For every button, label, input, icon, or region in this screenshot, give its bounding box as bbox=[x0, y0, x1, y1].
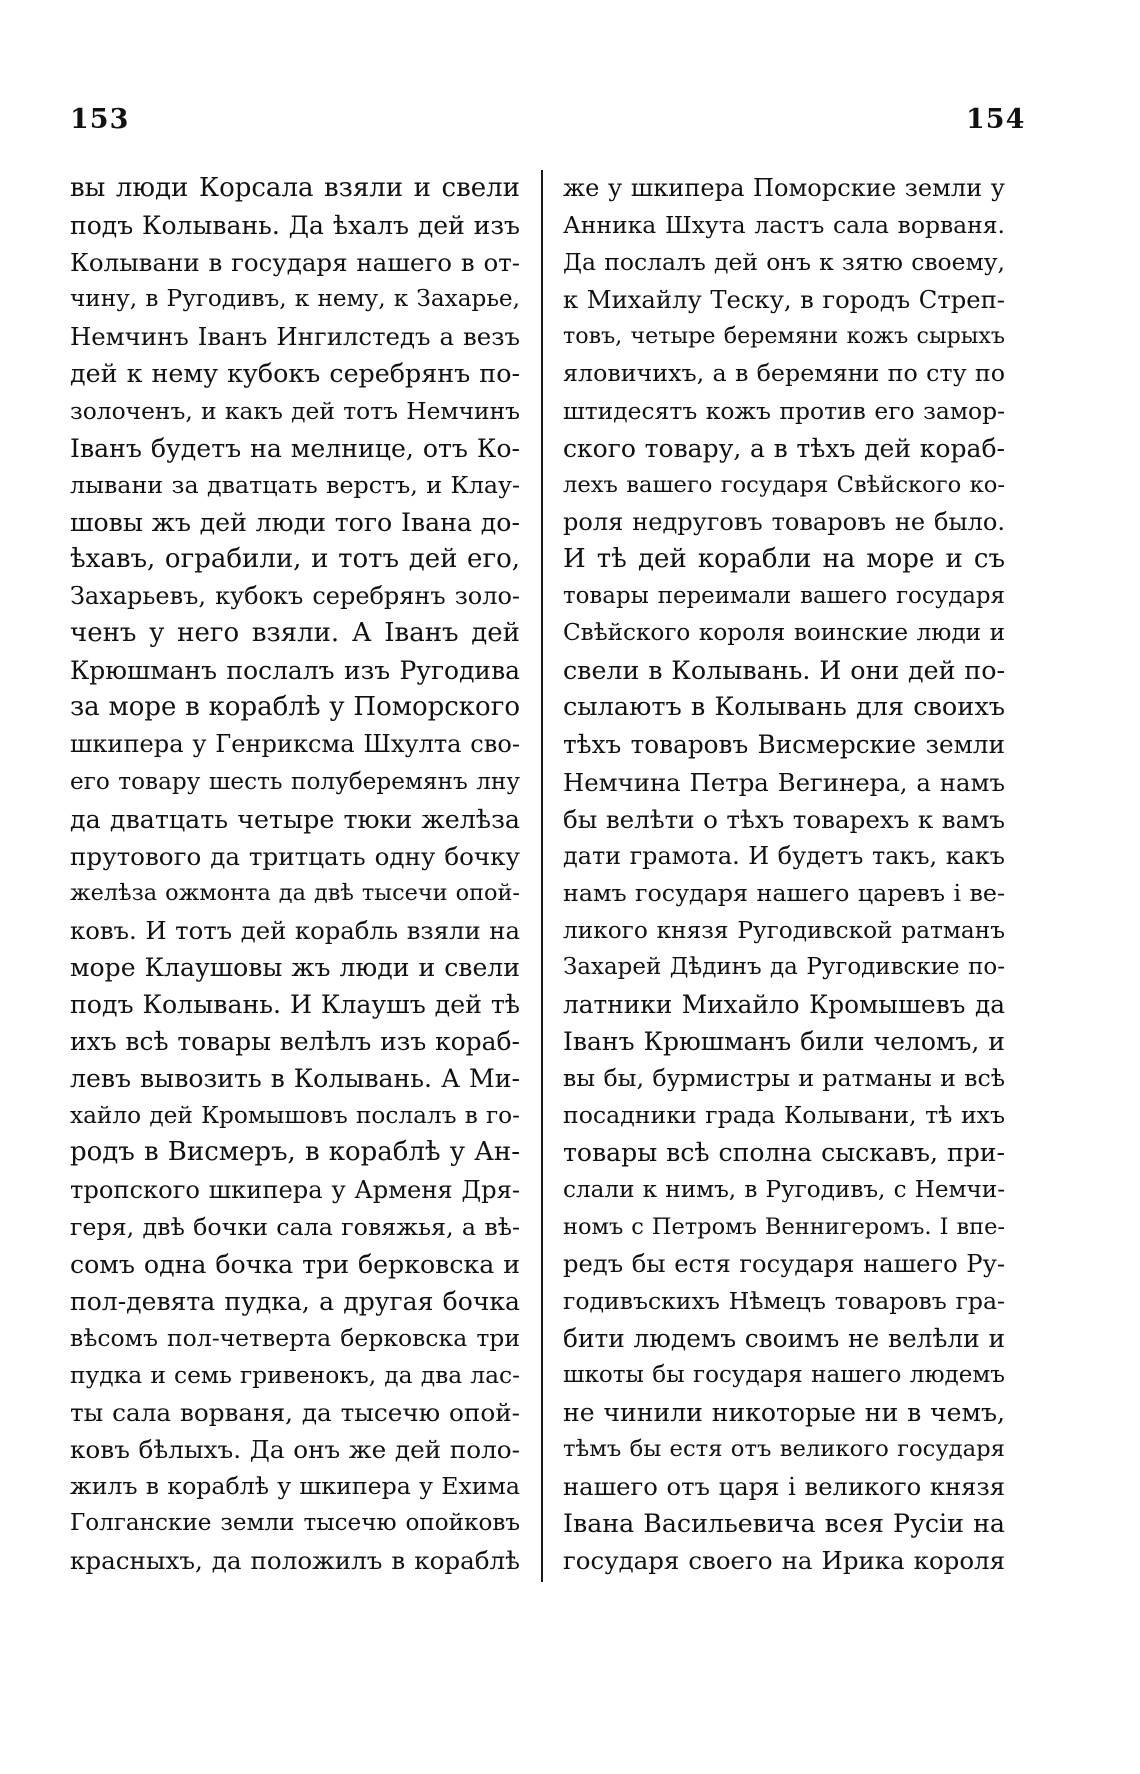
text-line: к Михайлу Теску, в городъ Стреп- bbox=[563, 285, 1005, 315]
text-line: золоченъ, и какъ дей тотъ Немчинъ bbox=[70, 396, 520, 425]
text-line: Крюшманъ послалъ изъ Ругодива bbox=[70, 656, 520, 686]
text-line: тропского шкипера у Арменя Дря- bbox=[70, 1175, 520, 1204]
text-line: дати грамота. И будетъ такъ, какъ bbox=[563, 841, 1005, 870]
text-line: шовы жъ дей люди того Івана до- bbox=[70, 507, 520, 537]
text-line: родъ в Висмеръ, в кораблѣ у Ан- bbox=[70, 1137, 520, 1168]
text-line: его товару шесть полуберемянъ лну bbox=[70, 768, 520, 795]
text-line: И тѣ дей корабли на море и съ bbox=[563, 543, 1005, 574]
text-line: бы велѣти о тѣхъ товарехъ к вамъ bbox=[563, 804, 1005, 834]
right-text-column bbox=[563, 170, 1005, 1580]
text-line: нашего отъ царя і великого князя bbox=[563, 1472, 1005, 1502]
text-line: Свѣйского короля воинские люди и bbox=[563, 620, 1005, 647]
text-line: редъ бы естя государя нашего Ру- bbox=[563, 1249, 1005, 1278]
text-line: Іванъ будетъ на мелнице, отъ Ко- bbox=[70, 433, 520, 463]
text-line: же у шкипера Поморские земли у bbox=[563, 174, 1005, 202]
text-line: левъ вывозить в Колывань. А Ми- bbox=[70, 1064, 520, 1094]
text-line: сомъ одна бочка три берковска и bbox=[70, 1249, 520, 1279]
text-line: лехъ вашего государя Свѣйского ко- bbox=[563, 471, 1005, 498]
text-line: ковъ. И тотъ дей корабль взяли на bbox=[70, 915, 520, 945]
text-line: Да послалъ дей онъ к зятю своему, bbox=[563, 248, 1005, 277]
text-line: товъ, четыре беремяни кожъ сырыхъ bbox=[563, 323, 1005, 350]
text-line: латники Михайло Кромышевъ да bbox=[563, 990, 1005, 1020]
page-number-left: 153 bbox=[70, 104, 130, 135]
text-line: море Клаушовы жъ люди и свели bbox=[70, 952, 520, 982]
text-line: хайло дей Кромышовъ послалъ в го- bbox=[70, 1102, 520, 1130]
text-line: ченъ у него взяли. А Іванъ дей bbox=[70, 618, 520, 649]
page-number-right: 154 bbox=[966, 104, 1026, 135]
left-text-column bbox=[70, 170, 520, 1580]
text-line: пол-девята пудка, а другая бочка bbox=[70, 1286, 520, 1316]
text-line: посадники града Колывани, тѣ ихъ bbox=[563, 1101, 1005, 1130]
text-line: слали к нимъ, в Ругодивъ, с Немчи- bbox=[563, 1176, 1005, 1203]
text-line: сылаютъ в Колывань для своихъ bbox=[563, 692, 1005, 723]
text-line: Захарей Дѣдинъ да Ругодивские по- bbox=[563, 953, 1005, 980]
text-line: Колывани в государя нашего в от- bbox=[70, 248, 520, 278]
text-line: Іванъ Крюшманъ били челомъ, и bbox=[563, 1027, 1005, 1057]
text-line: ковъ бѣлыхъ. Да онъ же дей поло- bbox=[70, 1435, 520, 1465]
text-line: подъ Колывань. И Клаушъ дей тѣ bbox=[70, 990, 520, 1020]
text-line: красныхъ, да положилъ в кораблѣ bbox=[70, 1546, 520, 1576]
text-line: роля недруговъ товаровъ не было. bbox=[563, 507, 1005, 536]
text-line: шкоты бы государя нашего людемъ bbox=[563, 1362, 1005, 1388]
text-line: вы люди Корсала взяли и свели bbox=[70, 173, 520, 203]
text-line: Анника Шхута ластъ сала ворваня. bbox=[563, 211, 1005, 240]
text-line: номъ с Петромъ Веннигеромъ. І впе- bbox=[563, 1213, 1005, 1240]
text-line: товары переимали вашего государя bbox=[563, 583, 1005, 610]
text-line: не чинили никоторые ни в чемъ, bbox=[563, 1398, 1005, 1428]
text-line: дей к нему кубокъ серебрянъ по- bbox=[70, 358, 520, 389]
text-line: Голганские земли тысечю опойковъ bbox=[70, 1510, 520, 1537]
text-line: геря, двѣ бочки сала говяжья, а вѣ- bbox=[70, 1212, 520, 1241]
text-line: государя своего на Ирика короля bbox=[563, 1546, 1005, 1576]
text-line: Немчинъ Іванъ Ингилстедъ а везъ bbox=[70, 322, 520, 352]
text-line: бити людемъ своимъ не велѣли и bbox=[563, 1323, 1005, 1353]
text-line: Захарьевъ, кубокъ серебрянъ золо- bbox=[70, 582, 520, 611]
text-line: да дватцать четыре тюки желѣза bbox=[70, 803, 520, 834]
text-line: намъ государя нашего царевъ і ве- bbox=[563, 878, 1005, 907]
text-line: тѣхъ товаровъ Висмерские земли bbox=[563, 730, 1005, 760]
text-line: лывани за дватцать верстъ, и Клау- bbox=[70, 470, 520, 499]
text-line: ѣхавъ, ограбили, и тотъ дей его, bbox=[70, 543, 520, 574]
text-line: вы бы, бурмистры и ратманы и всѣ bbox=[563, 1064, 1005, 1093]
text-line: свели в Колывань. И они дей по- bbox=[563, 655, 1005, 686]
text-line: ты сала ворваня, да тысечю опой- bbox=[70, 1398, 520, 1428]
text-line: ского товару, а в тѣхъ дей кораб- bbox=[563, 433, 1005, 463]
text-line: товары всѣ сполна сыскавъ, при- bbox=[563, 1138, 1005, 1168]
text-line: желѣза ожмонта да двѣ тысечи опой- bbox=[70, 879, 520, 906]
text-line: вѣсомъ пол-четверта берковска три bbox=[70, 1323, 520, 1352]
text-line: Немчина Петра Вегинера, а намъ bbox=[563, 767, 1005, 797]
text-line: тѣмъ бы естя отъ великого государя bbox=[563, 1436, 1005, 1463]
text-line: ихъ всѣ товары велѣлъ изъ кораб- bbox=[70, 1027, 520, 1057]
text-line: за море в кораблѣ у Поморского bbox=[70, 692, 520, 723]
text-line: яловичихъ, а в беремяни по сту по bbox=[563, 359, 1005, 388]
text-line: прутового да тритцать одну бочку bbox=[70, 841, 520, 871]
text-line: Івана Васильевича всея Русіи на bbox=[563, 1509, 1005, 1539]
column-divider bbox=[541, 170, 543, 1582]
text-line: чину, в Ругодивъ, к нему, к Захарье, bbox=[70, 286, 520, 313]
text-line: пудка и семь гривенокъ, да два лас- bbox=[70, 1361, 520, 1389]
text-line: ликого князя Ругодивской ратманъ bbox=[563, 916, 1005, 944]
text-line: шкипера у Генриксма Шхулта сво- bbox=[70, 730, 520, 759]
text-line: штидесятъ кожъ против его замор- bbox=[563, 396, 1005, 425]
text-line: подъ Колывань. Да ѣхалъ дей изъ bbox=[70, 211, 520, 241]
text-line: жилъ в кораблѣ у шкипера у Ехима bbox=[70, 1472, 520, 1501]
text-line: годивъскихъ Нѣмецъ товаровъ гра- bbox=[563, 1286, 1005, 1315]
